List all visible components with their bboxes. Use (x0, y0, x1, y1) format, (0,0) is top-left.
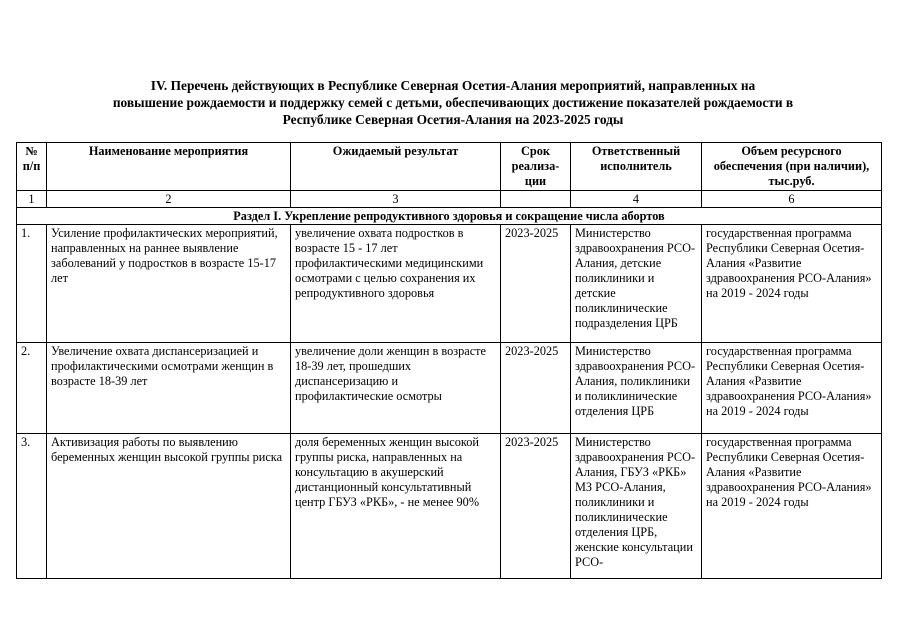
resource-provision: государственная программа Республики Северная Осетия-Алания «Развитие здравоохранения РСО-Алания» на 2019 - 2024 годы (702, 434, 882, 579)
implementation-term: 2023-2025 (501, 434, 571, 579)
column-number (501, 191, 571, 208)
section-heading: Раздел I. Укрепление репродуктивного здоровья и сокращение числа абортов (17, 208, 882, 225)
header-num: № п/п (17, 143, 47, 191)
title-line-3: Республике Северная Осетия-Алания на 2023-2025 годы (282, 112, 624, 127)
title-line-2: повышение рождаемости и поддержку семей с детьми, обеспечивающих достижение показателей рождаемости в (112, 95, 794, 110)
responsible-executor: Министерство здравоохранения РСО-Алания, поликлиники и поликлинические отделения ЦРБ (571, 343, 702, 434)
header-executor: Ответственный исполнитель (571, 143, 702, 191)
column-number: 4 (571, 191, 702, 208)
measure-name: Увеличение охвата диспансеризацией и профилактическими осмотрами женщин в возрасте 18-39 лет (47, 343, 291, 434)
section-heading-row (17, 208, 882, 225)
header-resources: Объем ресурсного обеспечения (при наличии), тыс.руб. (702, 143, 882, 191)
table-header-row (17, 143, 882, 191)
row-number: 2. (17, 343, 47, 434)
header-term: Срок реализа-ции (501, 143, 571, 191)
column-number-row (17, 191, 882, 208)
responsible-executor: Министерство здравоохранения РСО-Алания, детские поликлиники и детские поликлинические подразделения ЦРБ (571, 225, 702, 343)
expected-result: увеличение доли женщин в возрасте 18-39 лет, прошедших диспансеризацию и профилактические осмотры (291, 343, 501, 434)
implementation-term: 2023-2025 (501, 225, 571, 343)
table-row (17, 225, 882, 343)
column-number: 3 (291, 191, 501, 208)
measure-name: Активизация работы по выявлению беременных женщин высокой группы риска (47, 434, 291, 579)
responsible-executor: Министерство здравоохранения РСО-Алания, ГБУЗ «РКБ» МЗ РСО-Алания, поликлиники и поликлинические отделения ЦРБ, женские консультации РСО- (571, 434, 702, 579)
expected-result: доля беременных женщин высокой группы риска, направленных на консультацию в акушерский дистанционный консультативный центр ГБУЗ «РКБ», - не менее 90% (291, 434, 501, 579)
header-name: Наименование мероприятия (47, 143, 291, 191)
column-number: 6 (702, 191, 882, 208)
header-result: Ожидаемый результат (291, 143, 501, 191)
row-number: 3. (17, 434, 47, 579)
implementation-term: 2023-2025 (501, 343, 571, 434)
document-title (60, 77, 846, 128)
expected-result: увеличение охвата подростков в возрасте 15 - 17 лет профилактическими медицинскими осмотрами с целью сохранения их репродуктивного здоровья (291, 225, 501, 343)
measure-name: Усиление профилактических мероприятий, направленных на раннее выявление заболеваний у подростков в возрасте 15-17 лет (47, 225, 291, 343)
resource-provision: государственная программа Республики Северная Осетия-Алания «Развитие здравоохранения РСО-Алания» на 2019 - 2024 годы (702, 343, 882, 434)
table-row (17, 434, 882, 579)
title-line-1: IV. Перечень действующих в Республике Северная Осетия-Алания мероприятий, направленных на (150, 78, 756, 93)
column-number: 1 (17, 191, 47, 208)
resource-provision: государственная программа Республики Северная Осетия-Алания «Развитие здравоохранения РСО-Алания» на 2019 - 2024 годы (702, 225, 882, 343)
measures-table (16, 142, 882, 579)
table-row (17, 343, 882, 434)
column-number: 2 (47, 191, 291, 208)
row-number: 1. (17, 225, 47, 343)
